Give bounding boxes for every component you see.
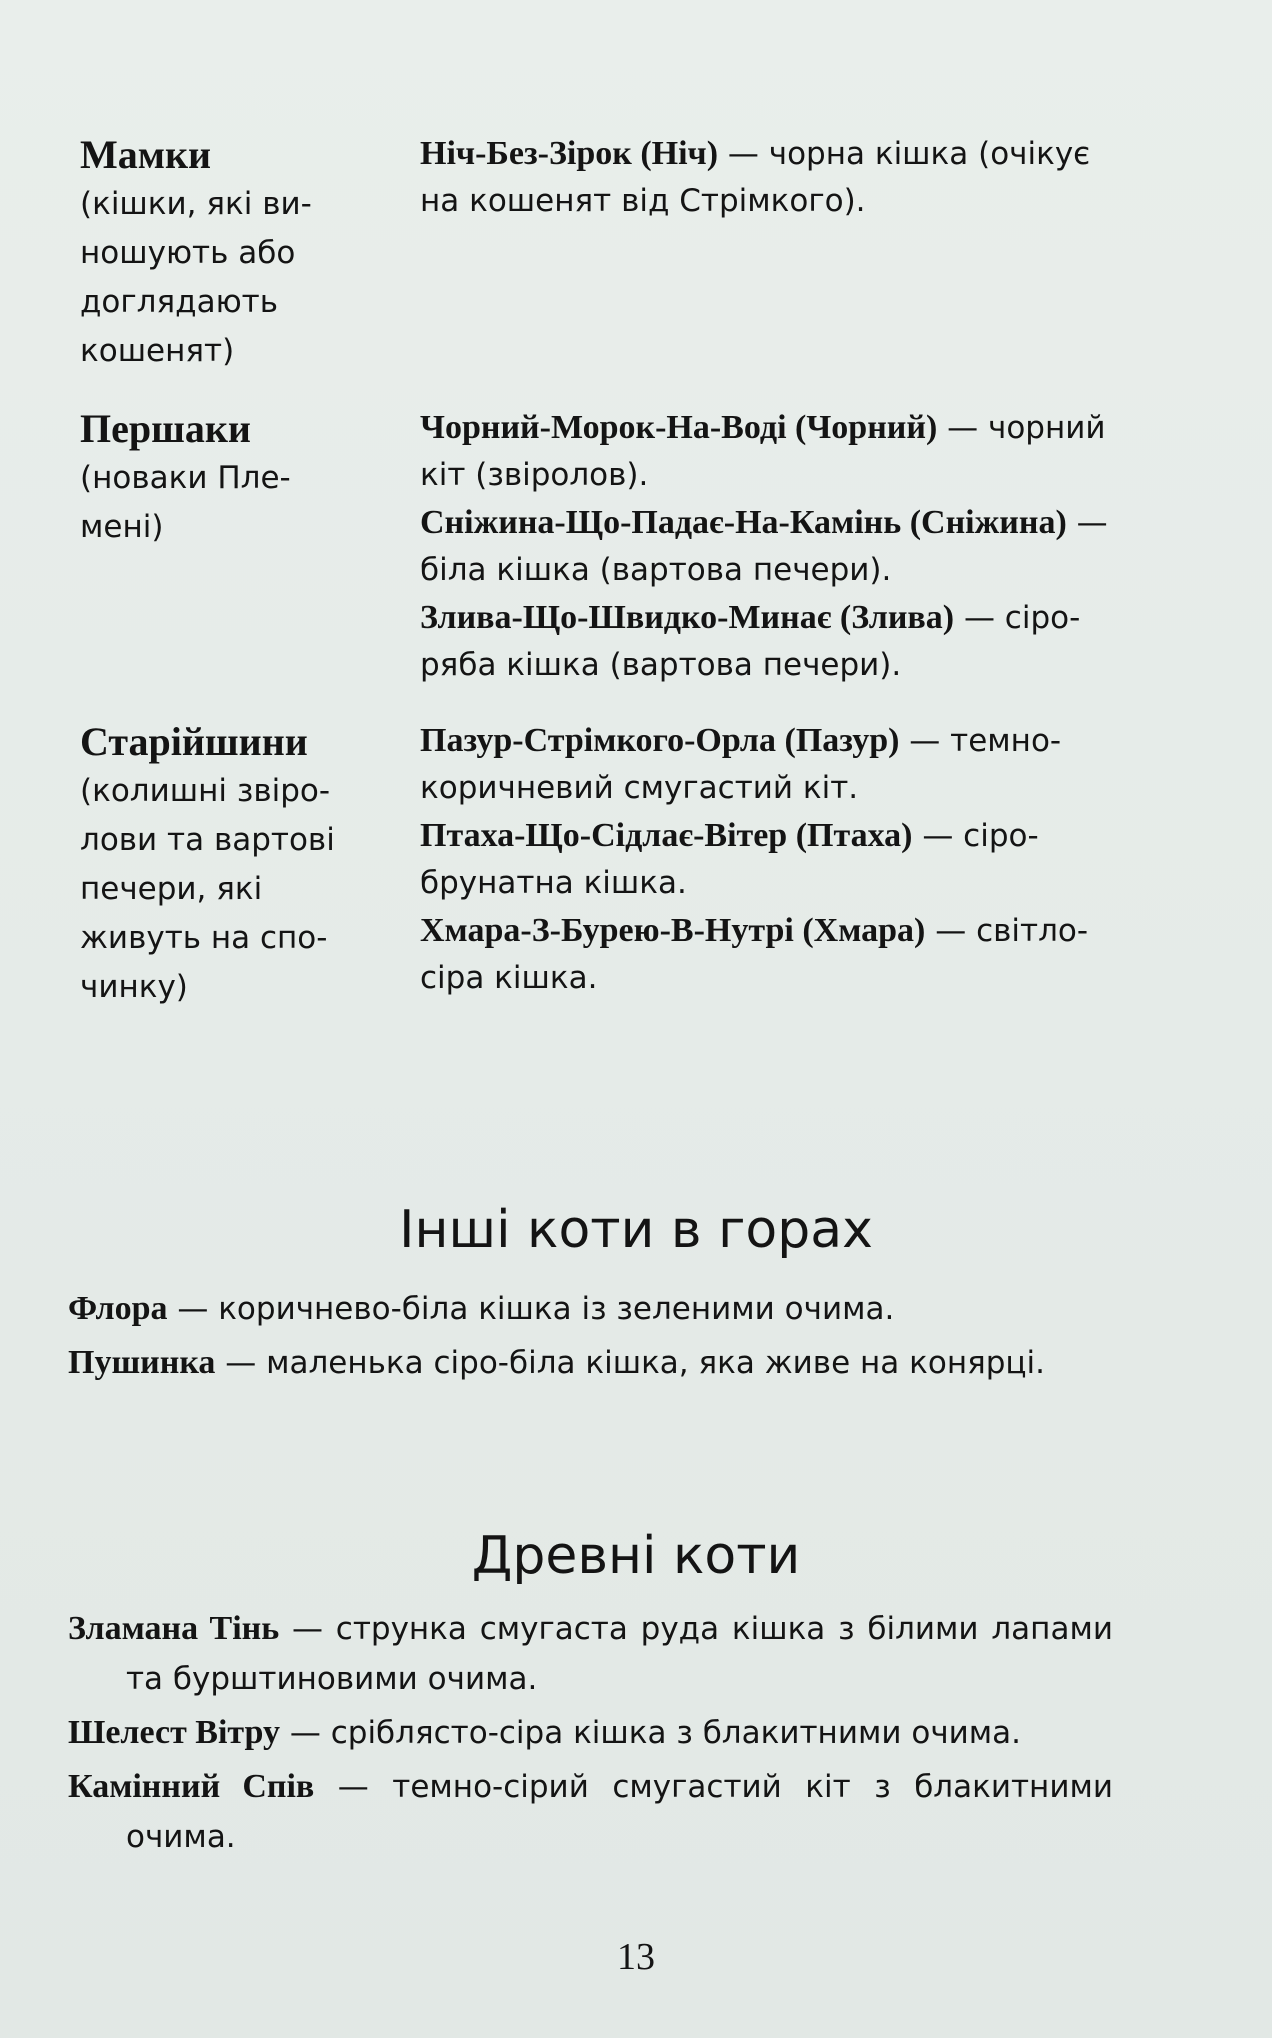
cat-entry — [68, 1604, 1113, 1704]
cat-entry — [68, 1708, 1113, 1758]
member-name: Злива-Що-Швидко-Минає (Злива) — [420, 599, 955, 636]
member-name: Хмара-З-Бурею-В-Нутрі (Хмара) — [420, 912, 926, 949]
member-entry — [420, 130, 1110, 225]
page-number: 13 — [617, 1936, 655, 1978]
member-description: — сіро-брунатна кішка. — [420, 818, 1039, 901]
rank-row-apprentices — [80, 404, 1110, 689]
rank-title: Мамки — [80, 132, 212, 177]
member-entry — [420, 594, 1110, 689]
cat-description: — сріблясто-сіра кішка з блакитними очима. — [280, 1715, 1022, 1751]
section-heading-ancient-cats: Древні коти — [471, 1526, 801, 1586]
rank-description: (кішки, які ви- ношують або доглядають кошенят) — [80, 186, 312, 369]
ancient-cats-list — [68, 1604, 1113, 1866]
member-name: Ніч-Без-Зірок (Ніч) — [420, 135, 719, 172]
cat-entry — [68, 1338, 1113, 1388]
cat-name: Камінний Спів — [68, 1768, 315, 1805]
cat-description: — коричнево-біла кішка із зеленими очима. — [167, 1291, 895, 1327]
member-entry — [420, 499, 1110, 594]
member-name: Птаха-Що-Сідлає-Вітер (Птаха) — [420, 817, 913, 854]
rank-title: Старійшини — [80, 719, 308, 764]
member-entry — [420, 907, 1110, 1002]
cat-name: Зламана Тінь — [68, 1610, 280, 1647]
cat-name: Пушинка — [68, 1344, 216, 1381]
rank-description: (новаки Пле- мені) — [80, 460, 291, 545]
section-heading-other-cats: Інші коти в горах — [399, 1200, 873, 1260]
member-description: — світло-сіра кішка. — [420, 913, 1089, 996]
member-description: — сіро-ряба кішка (вартова печери). — [420, 600, 1081, 683]
member-description: — чорна кішка (очікує на кошенят від Стрімкого). — [420, 136, 1091, 219]
other-cats-list — [68, 1284, 1113, 1392]
rank-label — [80, 130, 420, 376]
rank-label — [80, 404, 420, 689]
member-entry — [420, 717, 1110, 812]
rank-label — [80, 717, 420, 1012]
rank-row-queens — [80, 130, 1110, 376]
rank-members — [420, 404, 1110, 689]
member-entry — [420, 404, 1110, 499]
member-description: — чорний кіт (звіролов). — [420, 410, 1106, 493]
cat-name: Шелест Вітру — [68, 1714, 281, 1751]
member-name: Чорний-Морок-На-Воді (Чорний) — [420, 409, 938, 446]
rank-row-elders — [80, 717, 1110, 1012]
rank-members — [420, 717, 1110, 1012]
rank-description: (колишні звіро- лови та вартові печери, які живуть на спо- чинку) — [80, 773, 335, 1005]
member-entry — [420, 812, 1110, 907]
cat-description: — струнка смугаста руда кішка з білими лапами та бурштиновими очима. — [126, 1611, 1113, 1697]
cat-entry — [68, 1284, 1113, 1334]
member-name: Пазур-Стрімкого-Орла (Пазур) — [420, 722, 900, 759]
cat-name: Флора — [68, 1290, 168, 1327]
clan-ranks-table — [80, 130, 1110, 1040]
member-description: — темно-коричневий смугастий кіт. — [420, 723, 1062, 806]
cat-description: — темно-сірий смугастий кіт з блакитними очима. — [126, 1769, 1113, 1855]
rank-title: Першаки — [80, 406, 251, 451]
cat-description: — маленька сіро-біла кішка, яка живе на конярці. — [215, 1345, 1045, 1381]
rank-members — [420, 130, 1110, 376]
member-description: — біла кішка (вартова печери). — [420, 505, 1108, 588]
cat-entry — [68, 1762, 1113, 1862]
member-name: Сніжина-Що-Падає-На-Камінь (Сніжина) — [420, 504, 1067, 541]
